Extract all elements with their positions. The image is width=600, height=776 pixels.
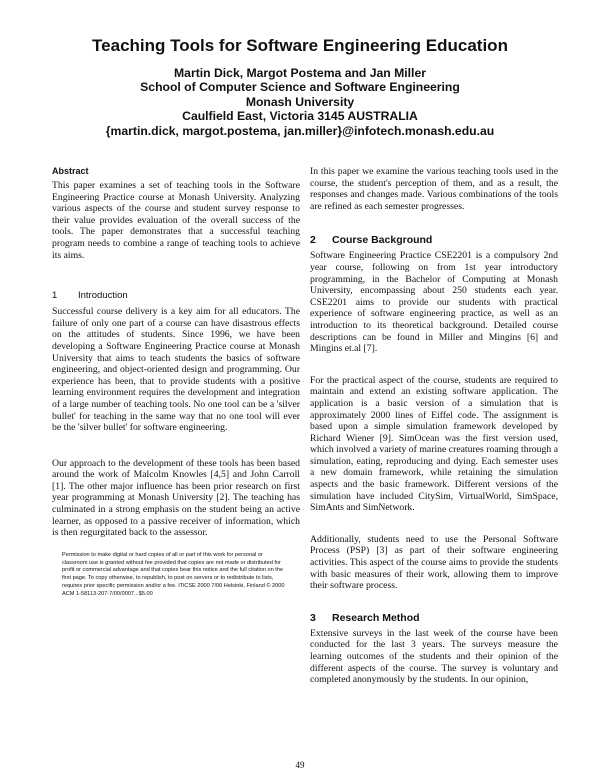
section-number: 3 xyxy=(310,611,316,624)
section-heading-introduction xyxy=(52,290,300,301)
abstract-heading: Abstract xyxy=(52,166,89,176)
author-emails: {martin.dick, margot.postema, jan.miller}@infotech.monash.edu.au xyxy=(105,124,495,138)
section-number: 2 xyxy=(310,234,316,247)
paragraph: Software Engineering Practice CSE2201 is a compulsory 2nd year course, following on from 1st year introductory programming, in the Bachelor of Computing at Monash University, encompassing about 250 students each year. CSE2201 aims to provide our students with practical experience of software engineering practice, as well as an introduction to its theoretical background. Detailed course descriptions can be found in Miller and Mingins [6] and Mingins et.al [7]. xyxy=(310,250,558,355)
section-heading-research-method xyxy=(310,612,558,624)
section-title: Course Background xyxy=(332,234,433,247)
section-title: Introduction xyxy=(78,290,128,302)
paper-title: Teaching Tools for Software Engineering Education xyxy=(92,36,508,55)
paragraph: Our approach to the development of these tools has been based around the work of Malcolm Knowles [4,5] and John Carroll [1]. The other major influence has been prior research on first year programming at Monash University [2]. The teaching has culminated in a strong emphasis on the student being an active learner, as opposed to a passive receiver of information, which is then regurgitated back to the assessor. xyxy=(52,457,300,539)
permission-notice: Permission to make digital or hard copies of all or part of this work for personal or classroom use is granted without fee provided that copies are not made or distributed for profit or commercial advantage and that copies bear this notice and the full citation on the first page. To copy otherwise, to republish, to post on servers or to redistribute to lists, requires prior specific permission and/or a fee. ITiCSE 2000 7/00 Helsinki, Finland © 2000 ACM 1-58113-207-7/00/0007...$5.00 xyxy=(62,552,285,597)
author-university: Monash University xyxy=(245,95,355,109)
right-column xyxy=(310,166,558,686)
paragraph: Additionally, students need to use the Personal Software Process (PSP) [3] as part of their software engineering activities. This aspect of the course aims to provide the students with basic measures of their work, allowing them to improve their software process. xyxy=(310,533,558,592)
section-heading-course-background xyxy=(310,234,558,246)
paragraph: For the practical aspect of the course, students are required to maintain and extend an existing software application. The application is a basic version of a simulation that is approximately 2000 lines of Eiffel code. The assignment is based upon a simple simulation framework developed by Richard Wiener [9]. SimOcean was the first version used, which involved a variety of marine creatures roaming through a simulation, eating, reproducing and dying. Each semester uses a new domain framework, while retaining the simulation aspects and the basic framework. Different versions of the simulation have included CitySim, VirtualWorld, SimSpace, SimAnts and SimNetwork. xyxy=(310,374,558,514)
paragraph: Successful course delivery is a key aim for all educators. The failure of only one part of a course can have disastrous effects on the attitudes of students. Since 1996, we have been developing a Software Engineering Practice course at Monash University that aims to teach students the basics of software engineering, and object-oriented design and programming. Our experience has been, that to provide students with a positive learning environment requires the development and integration of a large number of teaching tools. No one tool can be a 'silver bullet' for teaching in the same way that no one tool will ever be the 'silver bullet' for software engineering. xyxy=(52,306,300,434)
abstract-text: This paper examines a set of teaching tools in the Software Engineering Practice course at Monash University. Analyzing various aspects of the course and student survey response to their value provides evaluation of the overall success of the tools. The paper demonstrates that a successful teaching program needs to combine a range of teaching tools to achieve its aims. xyxy=(52,180,300,261)
author-address: Caulfield East, Victoria 3145 AUSTRALIA xyxy=(182,109,418,123)
author-names: Martin Dick, Margot Postema and Jan Miller xyxy=(174,66,426,80)
paragraph: Extensive surveys in the last week of the course have been conducted for the last 3 years. The surveys measure the learning outcomes of the students and their opinion of the different aspects of the course. The survey is voluntary and completed anonymously by the students. In our opinion, xyxy=(310,627,558,686)
page-number: 49 xyxy=(295,760,305,770)
author-affiliation: School of Computer Science and Software Engineering xyxy=(140,80,460,94)
section-number: 1 xyxy=(52,290,58,302)
section-title: Research Method xyxy=(332,611,420,624)
left-column xyxy=(52,166,300,539)
paragraph: In this paper we examine the various teaching tools used in the course, the student's perception of them, and as a result, the responses and changes made. Various combinations of the tools are refined as each semester progresses. xyxy=(310,166,558,212)
